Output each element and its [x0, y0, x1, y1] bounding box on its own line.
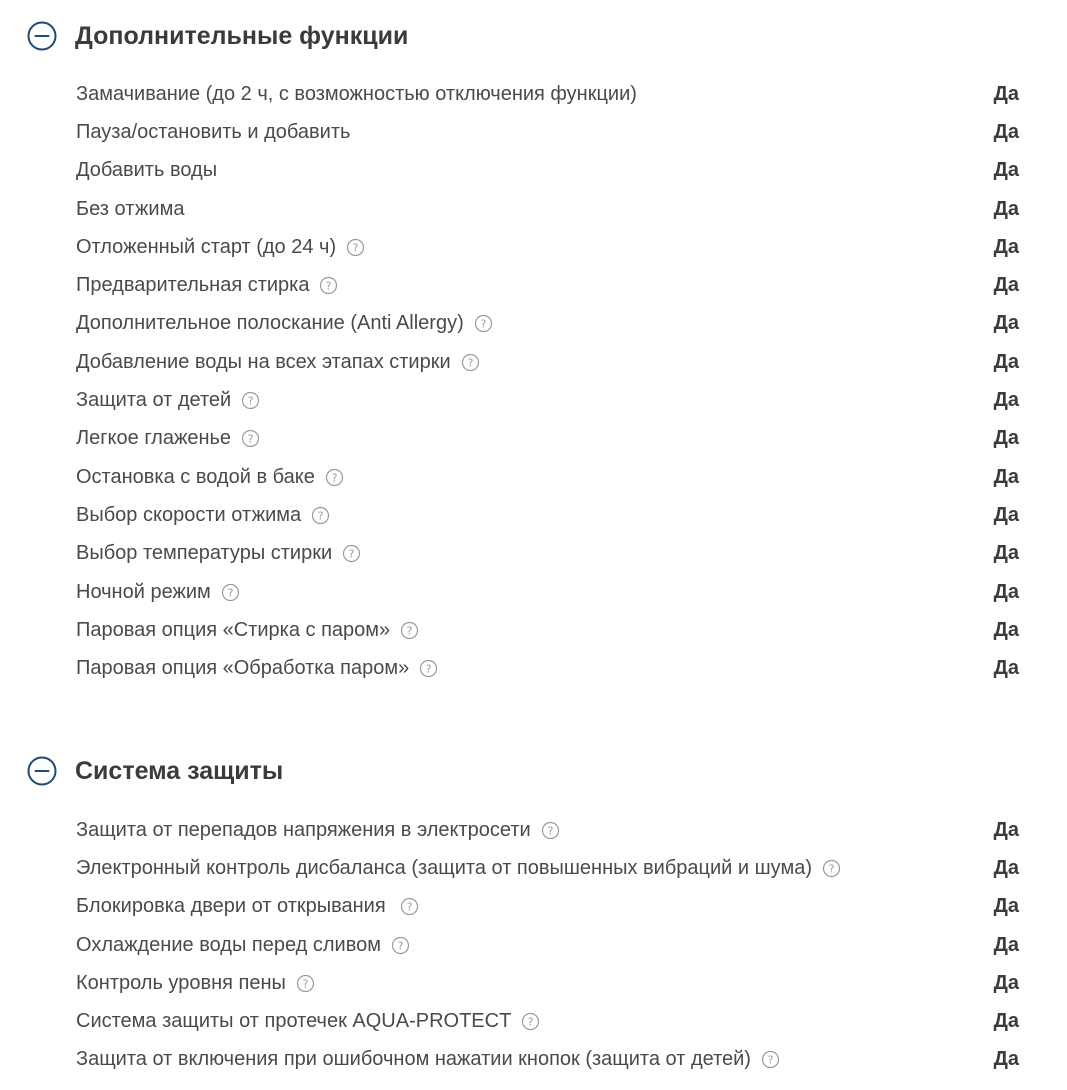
spec-label: Отложенный старт (до 24 ч)	[76, 235, 337, 258]
spec-label: Легкое глаженье	[76, 427, 232, 450]
spec-value: Да	[993, 1048, 1019, 1071]
section-title: Система защиты	[75, 757, 284, 785]
spec-value: Да	[993, 1010, 1019, 1033]
spec-row	[76, 113, 1019, 151]
spec-value: Да	[993, 618, 1019, 641]
question-mark-icon[interactable]	[241, 391, 260, 410]
spec-value: Да	[993, 82, 1019, 105]
spec-label: Добавление воды на всех этапах стирки	[76, 350, 451, 373]
svg-text:?: ?	[397, 938, 404, 952]
spec-row	[76, 458, 1019, 496]
svg-text:?: ?	[527, 1015, 534, 1029]
svg-text:?: ?	[467, 356, 474, 370]
spec-value: Да	[993, 657, 1019, 680]
spec-label: Предварительная стирка	[76, 274, 310, 297]
section-header[interactable]	[27, 754, 284, 788]
spec-row	[76, 1041, 1019, 1079]
svg-text:?: ?	[406, 900, 413, 914]
collapse-minus-icon[interactable]	[27, 21, 57, 51]
spec-value: Да	[993, 465, 1019, 488]
spec-row	[76, 849, 1019, 887]
spec-row	[76, 811, 1019, 849]
spec-row	[76, 343, 1019, 381]
spec-value: Да	[993, 389, 1019, 412]
spec-value: Да	[993, 542, 1019, 565]
question-mark-icon[interactable]	[461, 353, 480, 372]
spec-label: Защита от включения при ошибочном нажатии кнопок (защита от детей)	[76, 1048, 751, 1071]
spec-value: Да	[993, 933, 1019, 956]
svg-text:?: ?	[352, 241, 359, 255]
svg-text:?: ?	[828, 862, 835, 876]
spec-label: Без отжима	[76, 197, 185, 220]
question-mark-icon[interactable]	[325, 468, 344, 487]
question-mark-icon[interactable]	[474, 314, 493, 333]
question-mark-icon[interactable]	[346, 238, 365, 257]
question-mark-icon[interactable]	[419, 659, 438, 678]
svg-text:?: ?	[247, 432, 254, 446]
spec-value: Да	[993, 350, 1019, 373]
svg-text:?: ?	[326, 279, 332, 293]
spec-row	[76, 649, 1019, 687]
question-mark-icon[interactable]	[342, 544, 361, 563]
spec-label: Защита от детей	[76, 389, 232, 412]
spec-label: Дополнительное полоскание (Anti Allergy)	[76, 312, 464, 335]
spec-value: Да	[993, 895, 1019, 918]
spec-label: Паровая опция «Стирка с паром»	[76, 618, 391, 641]
spec-label: Защита от перепадов напряжения в электросети	[76, 818, 531, 841]
spec-row	[76, 1002, 1019, 1040]
spec-value: Да	[993, 427, 1019, 450]
spec-row	[76, 611, 1019, 649]
spec-row	[76, 75, 1019, 113]
spec-value: Да	[993, 274, 1019, 297]
svg-text:?: ?	[480, 317, 487, 331]
spec-row	[76, 926, 1019, 964]
spec-value: Да	[993, 312, 1019, 335]
question-mark-icon[interactable]	[521, 1012, 540, 1031]
svg-text:?: ?	[247, 394, 254, 408]
spec-value: Да	[993, 818, 1019, 841]
svg-text:?: ?	[331, 470, 338, 484]
svg-text:?: ?	[767, 1053, 774, 1067]
svg-text:?: ?	[547, 823, 554, 837]
spec-label: Электронный контроль дисбаланса (защита от повышенных вибраций и шума)	[76, 856, 812, 879]
spec-row	[76, 305, 1019, 343]
spec-row	[76, 964, 1019, 1002]
spec-label: Охлаждение воды перед сливом	[76, 933, 381, 956]
spec-row	[76, 573, 1019, 611]
spec-row	[76, 496, 1019, 534]
spec-value: Да	[993, 580, 1019, 603]
question-mark-icon[interactable]	[241, 429, 260, 448]
spec-label: Остановка с водой в баке	[76, 465, 315, 488]
collapse-minus-icon[interactable]	[27, 756, 57, 786]
svg-text:?: ?	[227, 585, 234, 599]
spec-row	[76, 381, 1019, 419]
question-mark-icon[interactable]	[296, 974, 315, 993]
spec-value: Да	[993, 503, 1019, 526]
question-mark-icon[interactable]	[319, 276, 338, 295]
question-mark-icon[interactable]	[822, 859, 841, 878]
spec-label: Пауза/остановить и добавить	[76, 120, 351, 143]
spec-row	[76, 420, 1019, 458]
spec-value: Да	[993, 120, 1019, 143]
question-mark-icon[interactable]	[311, 506, 330, 525]
svg-text:?: ?	[348, 547, 355, 561]
spec-label: Выбор температуры стирки	[76, 542, 333, 565]
spec-label: Выбор скорости отжима	[76, 503, 302, 526]
spec-row	[76, 266, 1019, 304]
spec-value: Да	[993, 159, 1019, 182]
spec-row	[76, 535, 1019, 573]
question-mark-icon[interactable]	[400, 621, 419, 640]
spec-label: Контроль уровня пены	[76, 971, 286, 994]
section-title: Дополнительные функции	[75, 22, 409, 50]
spec-row	[76, 152, 1019, 190]
spec-value: Да	[993, 197, 1019, 220]
spec-row	[76, 228, 1019, 266]
spec-label: Паровая опция «Обработка паром»	[76, 657, 410, 680]
question-mark-icon[interactable]	[761, 1050, 780, 1069]
svg-text:?: ?	[302, 977, 309, 991]
question-mark-icon[interactable]	[391, 936, 410, 955]
question-mark-icon[interactable]	[221, 583, 240, 602]
spec-value: Да	[993, 235, 1019, 258]
question-mark-icon[interactable]	[541, 821, 560, 840]
spec-label: Добавить воды	[76, 159, 218, 182]
spec-value: Да	[993, 856, 1019, 879]
svg-text:?: ?	[425, 662, 432, 676]
spec-label: Замачивание (до 2 ч, с возможностью отключения функции)	[76, 82, 637, 105]
spec-label: Система защиты от протечек AQUA-PROTECT	[76, 1010, 512, 1033]
section-header[interactable]	[27, 19, 409, 53]
svg-text:?: ?	[406, 624, 413, 638]
question-mark-icon[interactable]	[400, 897, 419, 916]
spec-row	[76, 888, 1019, 926]
spec-label: Блокировка двери от открывания	[76, 895, 386, 918]
spec-list	[76, 811, 1019, 1079]
spec-list	[76, 75, 1019, 688]
spec-value: Да	[993, 971, 1019, 994]
spec-label: Ночной режим	[76, 580, 211, 603]
svg-text:?: ?	[317, 509, 324, 523]
spec-row	[76, 190, 1019, 228]
